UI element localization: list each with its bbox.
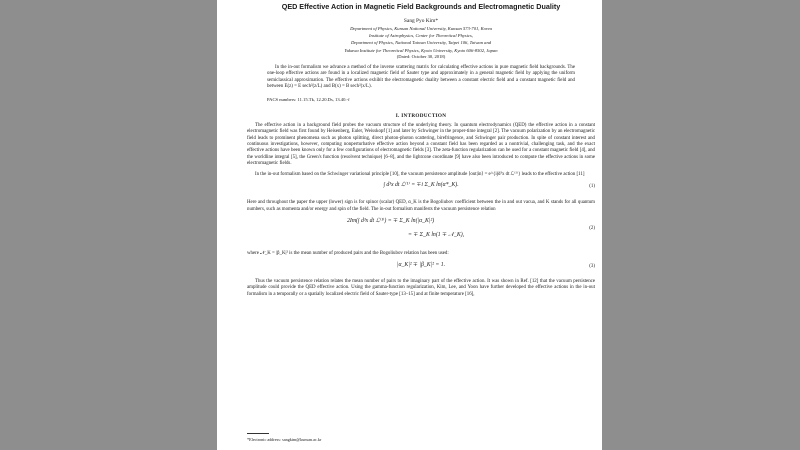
equation-3-body: |α_K|² ∓ |β_K|² = 1.	[396, 261, 446, 268]
intro-paragraph-5: Thus the vacuum persistence relation relates the mean number of pairs to the imaginary part of the effective action. It was shown in Ref. [12] that the vacuum persistence amplitude could provide the QED effective action. Using the gamma-function regularization, Kim, Lee, and Yoon have further developed the effective actions in the in-out formalism in a temporally or a spatially localized electric field of Sauter-type [13–15] and at finite temperature [16],	[247, 278, 595, 297]
equation-2	[247, 216, 595, 246]
equation-2-line-1: 2Im(∫ d³x dt ℒ⁽¹⁾) = ∓ Σ_K ln(|α_K|²)	[347, 218, 435, 225]
affiliation-line: Institute of Astrophysics, Center for Theoretical Physics,	[369, 33, 473, 39]
page-content	[247, 0, 595, 298]
intro-paragraph-3: Here and throughout the paper the upper (lower) sign is for spinor (scalar) QED, α_K is the Bogoliubov coefficient between the in and out vacua, and K stands for all quantum numbers, such as momenta and/or energy and spin of the field. The in-out formalism manifests the vacuum persistence relation	[247, 200, 595, 212]
equation-2-line-2: = ∓ Σ_K ln(1 ∓ 𝒩_K),	[408, 232, 465, 239]
affiliation-line: Department of Physics, Kunsan National University, Kunsan 573-701, Korea	[350, 26, 492, 31]
equation-2-number: (2)	[589, 226, 595, 232]
abstract: In the in-out formalism we advance a method of the inverse scattering matrix for calculating effective actions in pure magnetic field backgrounds. The one-loop effective actions are found in a localized magnetic field of Sauter type and approximately in a general magnetic field by applying the uniform semiclassical approximation. The effective actions exhibit the electromagnetic duality between a constant electric field and a constant magnetic field and between E(z) = E sech²(z/L) and B(x) = B sech²(x/L).	[267, 65, 575, 90]
affiliation-line: Department of Physics, National Taiwan University, Taipei 106, Taiwan and	[350, 40, 492, 46]
intro-paragraph-2: In the in-out formalism based on the Schwinger variational principle [10], the vacuum persistence amplitude ⟨out|in⟩ = e^{i∫d³x dt ℒ⁽¹⁾} leads to the effective action [11]	[255, 171, 585, 177]
intro-paragraph-4: where 𝒩_K = |β_K|² is the mean number of produced pairs and the Bogoliubov relation has been used:	[247, 251, 449, 257]
section-heading: I. INTRODUCTION	[395, 112, 447, 119]
dated-line: (Dated: October 30, 2018)	[396, 53, 446, 59]
equation-1	[247, 182, 595, 195]
paper-page	[217, 0, 602, 450]
footnote: *Electronic address: sangkim@kunsan.ac.kr	[247, 437, 322, 442]
equation-3	[247, 262, 595, 275]
equation-1-body: ∫ d³x dt ℒ⁽¹⁾ = ∓i Σ_K ln(α*_K).	[383, 182, 459, 189]
pacs-numbers: PACS numbers: 11.15.Tk, 12.20.Ds, 13.40.-f	[267, 96, 350, 102]
affiliation-line: Yukawa Institute for Theoretical Physics, Kyoto University, Kyoto 606-8502, Japan	[344, 47, 498, 53]
equation-1-number: (1)	[589, 184, 595, 190]
equation-3-number: (3)	[589, 263, 595, 269]
author-name: Sang Pyo Kim*	[403, 18, 439, 24]
affiliations	[247, 26, 595, 54]
paper-title: QED Effective Action in Magnetic Field Backgrounds and Electromagnetic Duality	[281, 2, 561, 11]
intro-paragraph-1: The effective action in a background field probes the vacuum structure of the underlying theory. In quantum electrodynamics (QED) the effective action in a constant electromagnetic field was first found by Heisenberg, Euler, Weisskopf [1] and later by Schwinger in the proper-time integral [2]. The vacuum polarization by an electromagnetic field leads to prominent phenomena such as photon splitting, direct photon-photon scattering, birefringence, and Schwinger pair production. In spite of constant interest and continuous investigations, however, computing nonperturbative effective action beyond a constant field has been regarded as a nontrivial, challenging task, and the exact effective actions have been known only for a few configurations of electromagnetic fields [3]. The zeta-function regularization can be used for a constant magnetic field [4], and the worldline integral [5], the Green's function (resolvent technique) [6–8], and the lightcone coordinate [9] have also been introduced to compute the effective actions in some electromagnetic fields.	[247, 122, 595, 167]
footnote-rule	[247, 433, 269, 434]
